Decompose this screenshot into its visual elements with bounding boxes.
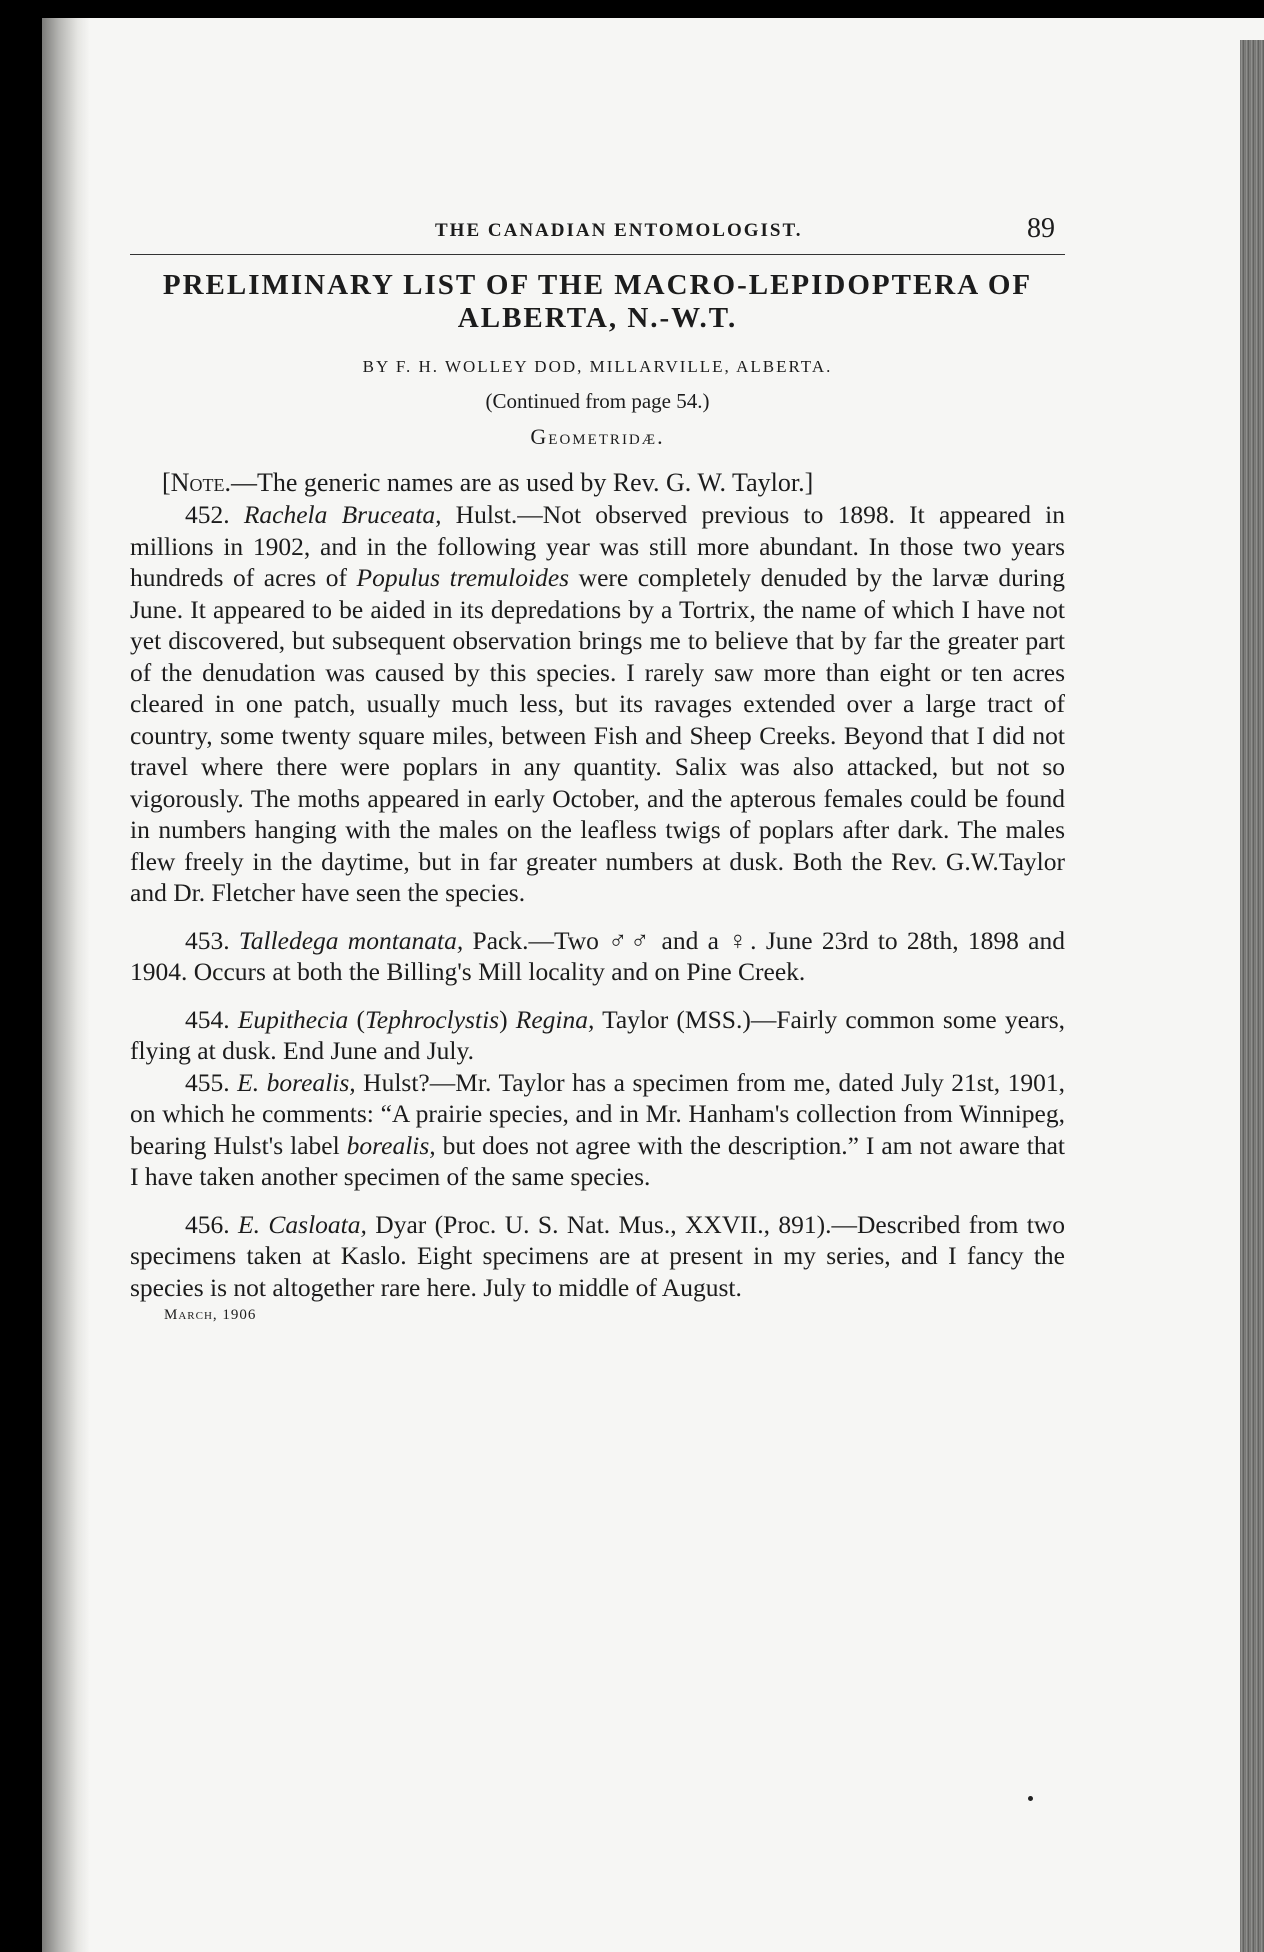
note-bracket: [ — [162, 468, 171, 497]
header-rule — [130, 254, 1065, 255]
entry-text: ( — [348, 1004, 365, 1034]
entry-number: 453. — [185, 925, 230, 955]
scan-speck — [1028, 1796, 1033, 1801]
species-name: Rachela Bruceata, — [243, 500, 442, 529]
page-edge-stack — [1240, 40, 1264, 1952]
binding-gutter-shadow — [42, 18, 90, 1952]
species-name: E. Casloata, — [238, 1209, 367, 1239]
entry-text: Hulst.—Not observed previous to 1898. It appeared in millions in 1902, and in the following year was still more abundant. In those two years hundreds of acres of — [130, 500, 1066, 592]
species-entry-452 — [130, 499, 1065, 909]
text-column — [130, 210, 1065, 1324]
article-byline: BY F. H. WOLLEY DOD, MILLARVILLE, ALBERTA. — [362, 357, 833, 376]
entry-number: 455. — [185, 1067, 230, 1097]
family-heading: Geometridæ. — [530, 424, 665, 449]
host-plant-name: Populus tremuloides — [356, 563, 570, 592]
species-name: Eupithecia — [237, 1004, 349, 1034]
species-entry-455 — [130, 1067, 1065, 1193]
page-number: 89 — [1027, 213, 1055, 244]
entry-text: ) — [499, 1004, 516, 1034]
species-entry-453 — [130, 925, 1065, 988]
journal-title: THE CANADIAN ENTOMOLOGIST. — [435, 220, 803, 241]
issue-date: March, 1906 — [164, 1307, 257, 1323]
note-label: Note. — [170, 468, 231, 497]
species-entry-456 — [130, 1209, 1065, 1304]
species-name: E. borealis, — [237, 1067, 356, 1097]
entry-number: 456. — [185, 1209, 230, 1239]
entry-text: but does not agree with the description.” I am not aware that I have taken another specimen of the same species. — [130, 1130, 1066, 1191]
note-text: —The generic names are as used by Rev. G. W. Taylor.] — [230, 468, 814, 497]
entry-text: Taylor (MSS.)—Fairly common some years, flying at dusk. End June and July. — [130, 1004, 1066, 1065]
entry-text: Dyar (Proc. U. S. Nat. Mus., XXVII., 891).—Described from two specimens taken at Kaslo. Eight specimens are at present in my series, and I fancy the species is not altogether rare here. July to middle of August. — [130, 1209, 1065, 1302]
entry-text: Hulst?—Mr. Taylor has a specimen from me, dated July 21st, 1901, on which he comments: “A prairie species, and in Mr. Hanham's collection from Winnipeg, bearing Hulst's label — [130, 1067, 1066, 1160]
species-entry-454 — [130, 1004, 1065, 1067]
running-head — [130, 210, 1065, 250]
subgenus-name: Tephroclystis — [364, 1004, 500, 1034]
entry-number: 452. — [185, 500, 230, 529]
article-title: PRELIMINARY LIST OF THE MACRO-LEPIDOPTERA OF ALBERTA, N.-W.T. — [162, 269, 1033, 334]
editorial-note — [130, 466, 1065, 499]
species-name: Talledega montanata, — [238, 925, 464, 955]
species-epithet: Regina, — [515, 1004, 595, 1034]
entry-number: 454. — [185, 1004, 230, 1034]
continued-note: (Continued from page 54.) — [485, 389, 710, 413]
entry-text: Pack.—Two ♂♂ and a ♀. June 23rd to 28th, 1898 and 1904. Occurs at both the Billing's Mill locality and on Pine Creek. — [130, 925, 1065, 986]
label-name: borealis, — [346, 1130, 436, 1160]
entry-text: were completely denuded by the larvæ during June. It appeared to be aided in its depredations by a Tortrix, the name of which I have not yet discovered, but subsequent observation brings me to believe that by far the greater part of the denudation was caused by this species. I rarely saw more than eight or ten acres cleared in one patch, usually much less, but its ravages extended over a large tract of country, some twenty square miles, between Fish and Sheep Creeks. Beyond that I did not travel where there were poplars in any quantity. Salix was also attacked, but not so vigorously. The moths appeared in early October, and the apterous females could be found in numbers hanging with the males on the leafless twigs of poplars after dark. The males flew freely in the daytime, but in far greater numbers at dusk. Both the Rev. G.W.Taylor and Dr. Fletcher have seen the species. — [130, 563, 1066, 907]
